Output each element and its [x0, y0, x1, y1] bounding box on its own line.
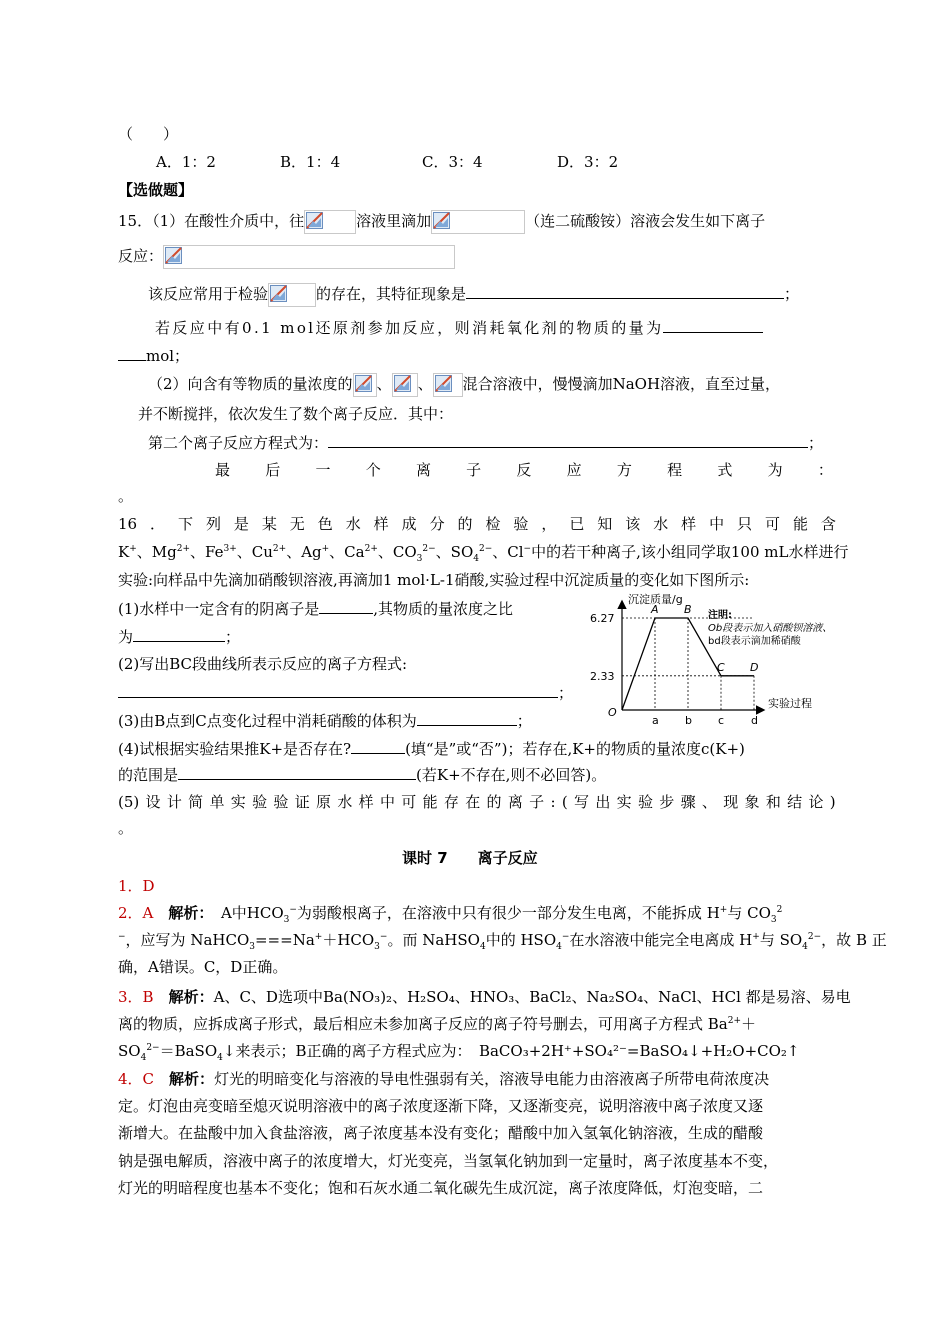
char: ． — [150, 515, 166, 533]
text: 灯光的明暗变化与溶液的导电性强弱有关，溶液导电能力由溶液离子所带电荷浓度决 — [214, 1070, 770, 1088]
q16-part5 — [118, 792, 836, 812]
char: 为 — [767, 461, 783, 479]
point-label: B — [684, 603, 692, 616]
q15-line1 — [118, 210, 765, 234]
formula-image-box — [433, 373, 463, 397]
chart-note-line1: Ob段表示加入硝酸钡溶液、 — [708, 623, 833, 634]
answer-blank[interactable] — [466, 283, 784, 299]
char: 能 — [422, 793, 438, 811]
formula-image-box — [353, 373, 377, 397]
char: 一 — [315, 461, 331, 479]
char: ) — [829, 793, 836, 811]
analysis-label: 解析： — [169, 1070, 215, 1088]
analysis-label: 解析： — [168, 904, 206, 922]
char: 检 — [485, 515, 501, 533]
answer-blank[interactable] — [663, 317, 763, 333]
broken-image-icon — [394, 375, 411, 392]
char: 知 — [597, 515, 613, 533]
char: 成 — [401, 515, 417, 533]
q16-part1 — [118, 598, 513, 619]
precipitate-mass-chart — [588, 590, 838, 725]
x-tick-label: b — [685, 714, 692, 725]
answer-blank[interactable] — [178, 764, 416, 780]
answer-blank[interactable] — [328, 432, 808, 448]
char: 原 — [316, 793, 332, 811]
char: 样 — [373, 515, 389, 533]
char: 验 — [637, 793, 653, 811]
char: 程 — [667, 461, 683, 479]
q15-line5 — [118, 345, 189, 366]
answer-blank[interactable] — [351, 738, 405, 754]
semicolon: ； — [225, 628, 241, 646]
q16-p1-a: (1)水样中一定含有的阴离子是 — [118, 600, 320, 618]
q15-l2-a: 反应： — [118, 247, 164, 265]
char: 应 — [566, 461, 582, 479]
origin-label: O — [608, 706, 617, 719]
semicolon: ； — [558, 684, 574, 702]
q15-line6 — [148, 373, 780, 397]
section-title: 【选做题】 — [118, 181, 194, 199]
char: 已 — [569, 515, 585, 533]
answer-4-line1 — [118, 1069, 769, 1089]
char: 现 — [723, 793, 739, 811]
x-tick-label: a — [652, 714, 659, 725]
broken-image-icon — [306, 212, 323, 229]
x-tick-label: c — [718, 714, 725, 725]
text: ＋ — [741, 1015, 757, 1033]
q14-option-a: A．1：2 — [156, 153, 216, 171]
answer-2-line2: −，应写为 $NaHCO_3===Na^++HCO_3^-$。而 NaHSO$_4$中的 $HSO_4^-$在水溶液中能完全电离成 H+与 $SO_4^{2-}$，故 B 正 — [118, 931, 887, 952]
char: 存 — [443, 793, 459, 811]
q16-part3 — [118, 710, 532, 731]
char: 分 — [429, 515, 445, 533]
char: 写 — [574, 793, 590, 811]
char: 离 — [415, 461, 431, 479]
answer-3-line1 — [118, 987, 851, 1007]
char: ： — [817, 461, 833, 479]
text: ，应写为 NaHCO — [125, 931, 250, 949]
char: 结 — [787, 793, 803, 811]
char: 象 — [744, 793, 760, 811]
point-label: A — [651, 603, 659, 616]
char: 计 — [166, 793, 182, 811]
char: 出 — [595, 793, 611, 811]
char: 列 — [205, 515, 221, 533]
text: 为弱酸根离子，在溶液中只有很少一部分发生电离，不能拆成 H — [296, 904, 720, 922]
q16-p4-a: (4)试根据实验结果推K+是否存在? — [118, 740, 352, 758]
text: ===Na — [254, 931, 315, 949]
char: 的 — [486, 793, 502, 811]
char: 式 — [717, 461, 733, 479]
char: 在 — [465, 793, 481, 811]
char: 含 — [820, 515, 836, 533]
char: 的 — [457, 515, 473, 533]
q14-option-c: C．3：4 — [422, 153, 483, 171]
text: SO — [118, 1042, 141, 1060]
char: 子 — [529, 793, 545, 811]
char: 个 — [365, 461, 381, 479]
q16-part2-blank — [118, 682, 573, 703]
char: 最 — [215, 461, 231, 479]
char: 实 — [230, 793, 246, 811]
answer-4-number: 4．C — [118, 1070, 155, 1088]
q16-part1-b — [118, 626, 240, 647]
text: 在水溶液中能完全电离成 H — [569, 931, 753, 949]
q15-l1-a: 15．（1）在酸性介质中，往 — [118, 212, 305, 230]
formula-image-box — [163, 245, 455, 269]
char: : — [550, 793, 556, 811]
char: 水 — [345, 515, 361, 533]
broken-image-icon — [435, 375, 452, 392]
semicolon: ； — [516, 712, 532, 730]
char: 样 — [681, 515, 697, 533]
answer-4-line4: 钠是强电解质，溶液中离子的浓度增大，灯光变亮，当氢氧化钠加到一定量时，离子浓度基本不变， — [118, 1152, 779, 1170]
q15-line10: 。 — [118, 487, 134, 505]
q15-l3-a: 该反应常用于检验 — [148, 285, 269, 303]
text: 。而 NaHSO — [387, 931, 480, 949]
point-label: C — [717, 660, 725, 674]
q16-p4-d: (若K+不存在,则不必回答)。 — [416, 766, 607, 784]
q15-l6-b: 混合溶液中，慢慢滴加NaOH溶液，直至过量， — [462, 375, 781, 393]
char: 可 — [401, 793, 417, 811]
char: 验 — [252, 793, 268, 811]
lesson-title: 课时 7 离子反应 — [402, 849, 538, 867]
char: 验 — [513, 515, 529, 533]
text: ＋HCO — [322, 931, 375, 949]
chart-note-title: 注明: — [708, 610, 732, 621]
q15-l6-a: （2）向含有等物质的量浓度的 — [148, 375, 353, 393]
q15-l5-text: mol； — [146, 347, 190, 365]
broken-image-icon — [165, 247, 182, 264]
char: 和 — [765, 793, 781, 811]
q16-p1-b: ,其物质的量浓度之比 — [373, 600, 514, 618]
answer-blank[interactable] — [118, 345, 146, 361]
answer-2-line1: 2．A 解析： A中$HCO_3^-$为弱酸根离子，在溶液中只有很少一部分发生电离，不能拆成 H+与 $CO_3^2$ — [118, 904, 783, 925]
text: ↓来表示；B正确的离子方程式应为： BaCO₃+2H⁺+SO₄²⁻=BaSO₄↓+H₂O+CO₂↑ — [222, 1042, 800, 1060]
semicolon: ； — [784, 285, 800, 303]
char: 水 — [653, 515, 669, 533]
answer-3-line3: $SO_4^{2-}=BaSO_4↓$来表示；B正确的离子方程式应为： BaCO₃+2H⁺+SO₄²⁻=BaSO₄↓+H₂O+CO₂↑ — [118, 1042, 800, 1063]
char: 步 — [659, 793, 675, 811]
q14-option-b: B．1：4 — [280, 153, 341, 171]
formula-image-box — [268, 283, 316, 307]
broken-image-icon — [355, 375, 372, 392]
answer-2-line3: 确，A错误。C，D正确。 — [118, 958, 288, 976]
answer-blank[interactable] — [133, 626, 225, 642]
semicolon: ； — [808, 434, 824, 452]
x-axis-label: 实验过程 — [768, 697, 812, 710]
char: 设 — [145, 793, 161, 811]
q15-line9 — [215, 460, 833, 480]
y-tick-label: 2.33 — [590, 669, 615, 683]
char: (5) — [118, 793, 140, 811]
char: 中 — [379, 793, 395, 811]
q16-line3: 实验:向样品中先滴加硝酸钡溶液,再滴加1 mol·L-1硝酸,实验过程中沉淀质量的变化如下图所示: — [118, 571, 750, 589]
char: 样 — [358, 793, 374, 811]
point-label: D — [750, 660, 759, 674]
y-axis-label: 沉淀质量/g — [628, 593, 683, 606]
char: 下 — [177, 515, 193, 533]
text: A、C、D选项中Ba(NO₃)₂、H₂SO₄、HNO₃、BaCl₂、Na₂SO₄、NaCl、HCl 都是易溶、易电 — [213, 988, 851, 1006]
chart-note-line2: bd段表示滴加稀硝酸 — [708, 636, 801, 647]
q16-part2: (2)写出BC段曲线所表示反应的离子方程式: — [118, 655, 408, 673]
q16-p4-b: (填“是”或“否”)；若存在,K+的物质的量浓度c(K+) — [405, 740, 745, 758]
answer-blank[interactable] — [118, 682, 558, 698]
q16-ion-list: K+、$Mg^{2+}$、$Fe^{3+}$、$Cu^{2+}$、Ag+、$Ca^{2+}$、$CO_3^{2-}$、$SO_4^{2-}$、Cl−中的若干种离子,该小组同学取100 mL水样进行 — [118, 543, 849, 564]
q15-line4 — [155, 317, 763, 338]
char: 反 — [516, 461, 532, 479]
formula-image-box — [304, 210, 356, 234]
q15-line8 — [148, 432, 823, 453]
char: 色 — [317, 515, 333, 533]
char: ( — [561, 793, 568, 811]
answer-3-line2: 离的物质，应拆成离子形式，最后相应未参加离子反应的离子符号删去，可用离子方程式 $Ba^{2+}+$ — [118, 1015, 757, 1033]
y-tick-label: 6.27 — [590, 612, 615, 625]
answer-blank[interactable] — [417, 710, 517, 726]
q15-l1-c: （连二硫酸铵）溶液会发生如下离子 — [525, 212, 766, 230]
char: 只 — [737, 515, 753, 533]
text: 离的物质，应拆成离子形式，最后相应未参加离子反应的离子符号删去，可用离子方程式 Ba — [118, 1015, 728, 1033]
char: 某 — [261, 515, 277, 533]
q15-line3 — [148, 283, 799, 307]
char: 论 — [808, 793, 824, 811]
char: 方 — [616, 461, 632, 479]
text: ，故 B 正 — [821, 931, 887, 949]
x-tick-label: d — [751, 714, 758, 725]
q16-part5-end: 。 — [118, 819, 134, 837]
broken-image-icon — [270, 285, 287, 302]
char: 验 — [273, 793, 289, 811]
char: 骤 — [680, 793, 696, 811]
formula-image-box — [431, 210, 525, 234]
char: 简 — [188, 793, 204, 811]
answer-4-line3: 渐增大。在盐酸中加入食盐溶液，离子浓度基本没有变化；醋酸中加入氢氧化钠溶液，生成的醋酸 — [118, 1124, 764, 1142]
q14-bracket: （ ） — [118, 125, 179, 143]
char: 16 — [118, 515, 138, 533]
text: 中的 HSO — [485, 931, 557, 949]
answer-blank[interactable] — [319, 598, 373, 614]
char: 中 — [709, 515, 725, 533]
char: 是 — [233, 515, 249, 533]
q15-l3-b: 的存在，其特征现象是 — [316, 285, 467, 303]
char: 实 — [616, 793, 632, 811]
q16-p3-text: (3)由B点到C点变化过程中消耗硝酸的体积为 — [118, 712, 417, 730]
char: 水 — [337, 793, 353, 811]
text: 与 SO — [759, 931, 803, 949]
text: A中HCO — [220, 904, 284, 922]
q16-p1-c: 为 — [118, 628, 134, 646]
q15-l8-text: 第二个离子反应方程式为： — [148, 434, 329, 452]
formula-image-box — [392, 373, 418, 397]
char: 子 — [466, 461, 482, 479]
char: 单 — [209, 793, 225, 811]
char: 、 — [701, 793, 717, 811]
q16-part4 — [118, 738, 745, 759]
text: 与 CO — [727, 904, 771, 922]
answer-4-line5: 灯光的明暗程度也基本不变化；饱和石灰水通二氧化碳先生成沉淀，离子浓度降低，灯泡变暗，二 — [118, 1179, 764, 1197]
q15-l1-b: 溶液里滴加 — [356, 212, 432, 230]
char: 无 — [289, 515, 305, 533]
answer-2-number: 2．A — [118, 904, 154, 922]
q15-line2 — [118, 245, 455, 269]
q16-part4-b — [118, 764, 606, 785]
q16-line1 — [118, 514, 836, 534]
q16-p4-c: 的范围是 — [118, 766, 179, 784]
char: 该 — [625, 515, 641, 533]
char: 能 — [792, 515, 808, 533]
separator: 、 — [417, 375, 433, 393]
char: 后 — [265, 461, 281, 479]
char: ， — [541, 515, 557, 533]
answer-4-line2: 定。灯泡由亮变暗至熄灭说明溶液中的离子浓度逐渐下降，又逐渐变亮，说明溶液中离子浓度又逐 — [118, 1097, 764, 1115]
analysis-label: 解析： — [168, 988, 214, 1006]
char: 证 — [294, 793, 310, 811]
text: ＝BaSO — [159, 1042, 218, 1060]
q15-line7: 并不断搅拌，依次发生了数个离子反应．其中： — [138, 405, 454, 423]
q14-option-d: D．3：2 — [557, 153, 619, 171]
q15-l4-text: 若反应中有0.1 mol还原剂参加反应，则消耗氧化剂的物质的量为 — [155, 319, 664, 337]
char: 可 — [765, 515, 781, 533]
char: 离 — [507, 793, 523, 811]
broken-image-icon — [433, 212, 450, 229]
answer-3-number: 3．B — [118, 988, 154, 1006]
answer-1: 1．D — [118, 877, 155, 895]
separator: 、 — [376, 375, 392, 393]
